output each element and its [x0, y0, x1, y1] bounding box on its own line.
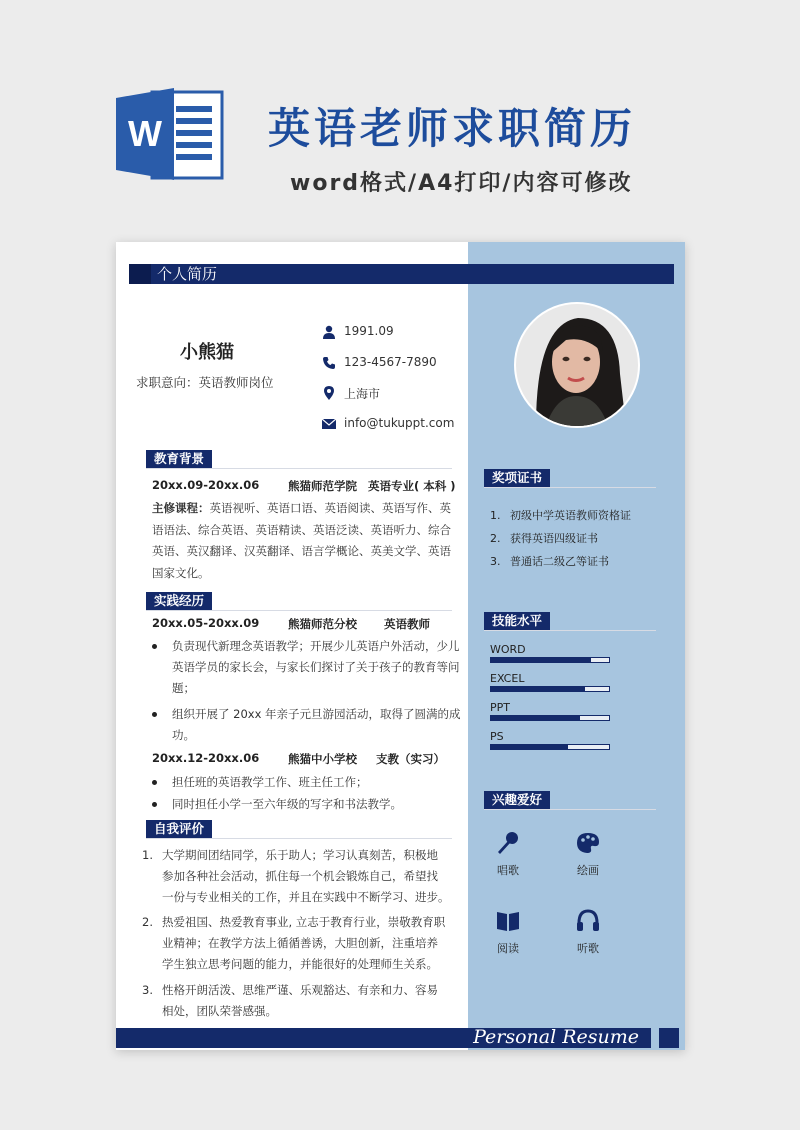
hobby-label: 阅读 [497, 942, 519, 955]
hobbies-title: 兴趣爱好 [484, 791, 550, 809]
skill-fill [491, 745, 568, 749]
hobby-label: 绘画 [577, 864, 599, 877]
education-period: 20xx.09-20xx.06 [152, 478, 260, 492]
hobby-singing [483, 830, 533, 878]
microphone-icon [495, 830, 521, 856]
skills-divider [484, 630, 656, 631]
job-intent: 求职意向：英语教师岗位 [136, 375, 274, 390]
job-period: 20xx.12-20xx.06 [152, 751, 260, 765]
item-line: 热爱祖国、热爱教育事业, 立志于教育行业，崇敬教育职 [162, 915, 446, 929]
footer-stub [659, 1028, 679, 1048]
phone-text: 123-4567-7890 [344, 355, 437, 369]
job-bullet [172, 772, 462, 793]
job-row [152, 751, 445, 766]
avatar [514, 302, 640, 428]
courses-line: 语语法、综合英语、英语精读、英语泛读、英语听力、综合 [152, 522, 451, 537]
award-text: 获得英语四级证书 [510, 532, 598, 545]
person-icon [322, 325, 336, 339]
word-logo-letter: W [128, 113, 162, 154]
skill-label: PS [490, 730, 504, 743]
birth-text: 1991.09 [344, 324, 394, 338]
education-school: 熊猫师范学院 [288, 479, 357, 493]
self-eval-divider [146, 838, 452, 839]
hobby-label: 唱歌 [497, 864, 519, 877]
bullet-line: 担任班的英语教学工作、班主任工作； [172, 775, 368, 789]
job-role: 英语教师 [384, 617, 430, 631]
page-title: 英语老师求职简历 [268, 104, 637, 153]
bullet-line: 组织开展了 20xx 年亲子元旦游园活动，取得了圆满的成 [172, 707, 461, 721]
award-item [490, 553, 609, 569]
footer-bar [116, 1028, 651, 1048]
header-label: 个人简历 [157, 265, 218, 283]
award-number: 3. [490, 555, 501, 568]
job-role: 支教（实习） [376, 752, 445, 766]
courses-line: 英语、英汉翻译、汉英翻译、语言学概论、英美文学、英语 [152, 544, 451, 558]
phone-icon [322, 356, 336, 370]
education-title: 教育背景 [146, 450, 212, 468]
bullet-dot [152, 802, 157, 807]
award-text: 普通话二级乙等证书 [510, 555, 609, 568]
skills-title: 技能水平 [484, 612, 550, 630]
item-line: 参加各种社会活动，抓住每一个机会锻炼自己，希望找 [162, 869, 438, 883]
hobby-reading [483, 908, 533, 956]
skill-fill [491, 658, 591, 662]
education-divider [146, 468, 452, 469]
item-line: 性格开朗活泼、思维严谨、乐观豁达、有亲和力、容易 [162, 983, 438, 997]
item-number: 1. [142, 848, 153, 862]
item-number: 3. [142, 983, 153, 997]
item-line: 相处，团队荣誉感强。 [162, 1004, 277, 1018]
practice-divider [146, 610, 452, 611]
item-line: 业精神；在教学方法上循循善诱，大胆创新，注重培养 [162, 936, 438, 950]
job-period: 20xx.05-20xx.09 [152, 616, 260, 630]
resume-sheet [116, 242, 685, 1050]
mail-icon [322, 417, 336, 431]
skill-bar [490, 715, 610, 721]
award-item [490, 507, 631, 523]
skill-bar [490, 686, 610, 692]
courses-label: 主修课程： [152, 501, 210, 515]
book-icon [495, 908, 521, 934]
email-text: info@tukuppt.com [344, 416, 455, 430]
education-courses [152, 498, 458, 584]
bullet-dot [152, 780, 157, 785]
skill-fill [491, 687, 585, 691]
job-org: 熊猫中小学校 [288, 752, 357, 766]
bullet-line: 功。 [172, 728, 195, 742]
education-major: 英语专业( 本科 ) [368, 479, 456, 493]
award-number: 1. [490, 509, 501, 522]
self-eval-item [142, 912, 462, 975]
courses-line: 国家文化。 [152, 565, 210, 580]
job-row [152, 616, 430, 631]
skill-bar [490, 744, 610, 750]
self-eval-item [142, 980, 462, 1022]
word-logo-icon [116, 86, 228, 182]
hobby-painting [563, 830, 613, 878]
education-row [152, 478, 456, 493]
item-number: 2. [142, 915, 153, 929]
bullet-dot [152, 712, 157, 717]
item-line: 学生独立思考问题的能力，并能很好的处理师生关系。 [162, 957, 438, 971]
city-text: 上海市 [344, 387, 381, 401]
hobby-label: 听歌 [577, 942, 599, 955]
bullet-line: 英语学员的家长会，与家长们探讨了关于孩子的教育等问 [172, 660, 460, 674]
portrait-photo [516, 304, 638, 426]
courses-line: 英语视听、英语口语、英语阅读、英语写作、英 [209, 501, 451, 515]
page-subtitle: word格式/A4打印/内容可修改 [290, 171, 633, 196]
palette-icon [575, 830, 601, 856]
bullet-dot [152, 644, 157, 649]
location-pin-icon [322, 386, 336, 400]
awards-divider [484, 487, 656, 488]
item-line: 大学期间团结同学，乐于助人；学习认真刻苦，积极地 [162, 848, 438, 862]
candidate-name: 小熊猫 [180, 342, 234, 363]
header-stub [129, 264, 151, 284]
bullet-line: 负责现代新理念英语教学；开展少儿英语户外活动，少儿 [172, 639, 460, 653]
skill-label: EXCEL [490, 672, 525, 685]
award-item [490, 530, 598, 546]
skill-fill [491, 716, 580, 720]
skill-bar [490, 657, 610, 663]
bullet-line: 题； [172, 681, 195, 695]
job-bullet [172, 794, 462, 815]
award-text: 初级中学英语教师资格证 [510, 509, 631, 522]
hobby-music [563, 908, 613, 956]
self-eval-title: 自我评价 [146, 820, 212, 838]
self-eval-item [142, 845, 462, 908]
practice-title: 实践经历 [146, 592, 212, 610]
item-line: 一份与专业相关的工作，并且在实践中不断学习、进步。 [162, 890, 450, 904]
footer-text: Personal Resume [473, 1026, 639, 1048]
job-bullet [172, 704, 462, 746]
award-number: 2. [490, 532, 501, 545]
bullet-line: 同时担任小学一至六年级的写字和书法教学。 [172, 797, 402, 811]
job-org: 熊猫师范分校 [288, 617, 357, 631]
skill-label: PPT [490, 701, 510, 714]
headphones-icon [575, 908, 601, 934]
job-bullet [172, 636, 462, 699]
hobbies-divider [484, 809, 656, 810]
header-bar [129, 264, 674, 284]
awards-title: 奖项证书 [484, 469, 550, 487]
skill-label: WORD [490, 643, 526, 656]
